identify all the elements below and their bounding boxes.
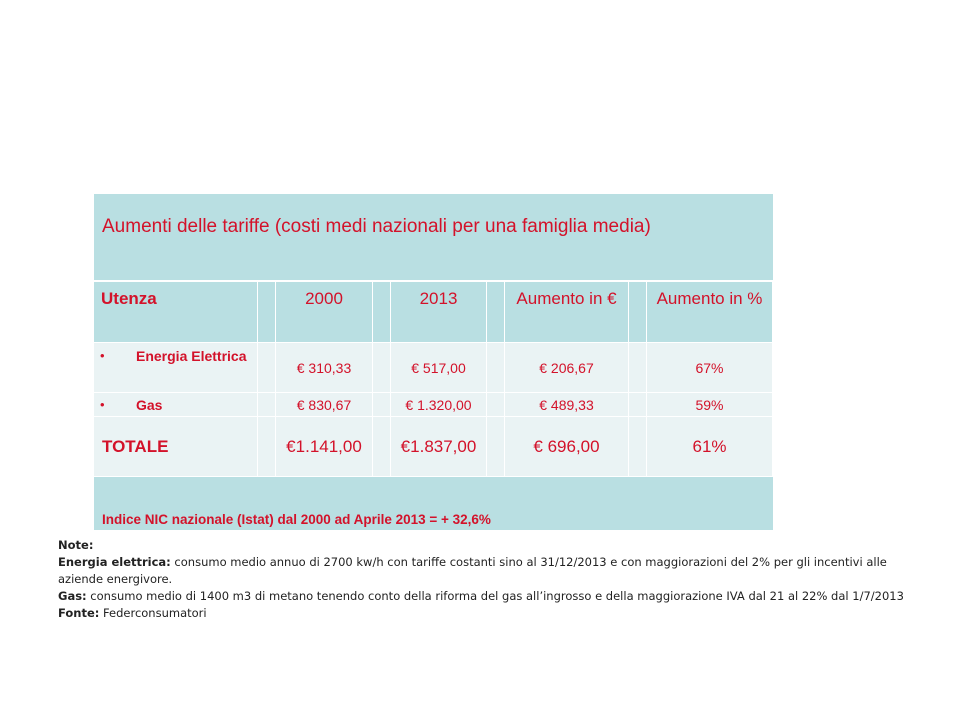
spacer-cell [629,282,647,343]
totale-row [94,417,773,477]
spacer-cell [629,393,647,417]
spacer-cell [258,417,276,477]
totale-aumento-pct: 61% [647,417,773,477]
notes-section [58,537,908,622]
spacer-cell [373,417,391,477]
value-2000: € 830,67 [276,393,373,417]
header-aumento-eur: Aumento in € [505,282,629,343]
utenza-cell [94,393,258,417]
spacer-cell [487,343,505,393]
note-fonte-label: Fonte: [58,606,100,620]
header-aumento-pct: Aumento in % [647,282,773,343]
table-row [94,343,773,393]
utenza-cell [94,343,258,393]
note-energia-label: Energia elettrica: [58,555,171,569]
table-header-row [94,282,773,343]
spacer-cell [487,282,505,343]
value-aumento-eur: € 206,67 [505,343,629,393]
totale-2013-amount: 1.837,00 [410,436,477,456]
bullet-icon: • [100,397,105,412]
note-gas-label: Gas: [58,589,87,603]
tariff-table [94,194,773,530]
totale-2013 [391,417,487,477]
spacer-cell [373,393,391,417]
utenza-label: Gas [136,397,163,413]
note-gas-text: consumo medio di 1400 m3 di metano tenendo conto della riforma del gas all’ingrosso e della maggiorazione IVA dal 21 al 22% dal 1/7/2013 [86,589,904,603]
totale-aumento-eur: € 696,00 [505,417,629,477]
spacer-cell [258,282,276,343]
value-aumento-eur: € 489,33 [505,393,629,417]
bullet-icon: • [100,348,105,363]
header-2000: 2000 [276,282,373,343]
indice-nic-text: Indice NIC nazionale (Istat) dal 2000 ad Aprile 2013 = + 32,6% [102,512,491,527]
note-energia [58,554,908,588]
totale-2000 [276,417,373,477]
spacer-cell [373,343,391,393]
spacer-cell [629,417,647,477]
spacer-cell [258,393,276,417]
totale-2000-currency: € [286,436,296,456]
value-aumento-pct: 59% [647,393,773,417]
header-utenza: Utenza [94,282,258,343]
header-2013: 2013 [391,282,487,343]
value-2013: € 1.320,00 [391,393,487,417]
value-2013: € 517,00 [391,343,487,393]
note-fonte [58,605,908,622]
totale-2000-amount: 1.141,00 [295,436,362,456]
totale-label: TOTALE [94,417,258,477]
value-aumento-pct: 67% [647,343,773,393]
notes-heading: Note: [58,538,94,552]
spacer-cell [629,343,647,393]
totale-2013-currency: € [400,436,411,456]
note-energia-text: consumo medio annuo di 2700 kw/h con tariffe costanti sino al 31/12/2013 e con maggiorazioni del 2% per gli incentivi alle aziende energivore. [58,555,887,586]
spacer-cell [258,343,276,393]
table-title: Aumenti delle tariffe (costi medi nazionali per una famiglia media) [94,194,773,282]
utenza-label: Energia Elettrica [136,348,247,364]
spacer-cell [373,282,391,343]
value-2000: € 310,33 [276,343,373,393]
indice-band [94,477,773,530]
spacer-cell [487,417,505,477]
spacer-cell [487,393,505,417]
note-gas [58,588,908,605]
note-fonte-text: Federconsumatori [99,606,207,620]
table-row [94,393,773,417]
